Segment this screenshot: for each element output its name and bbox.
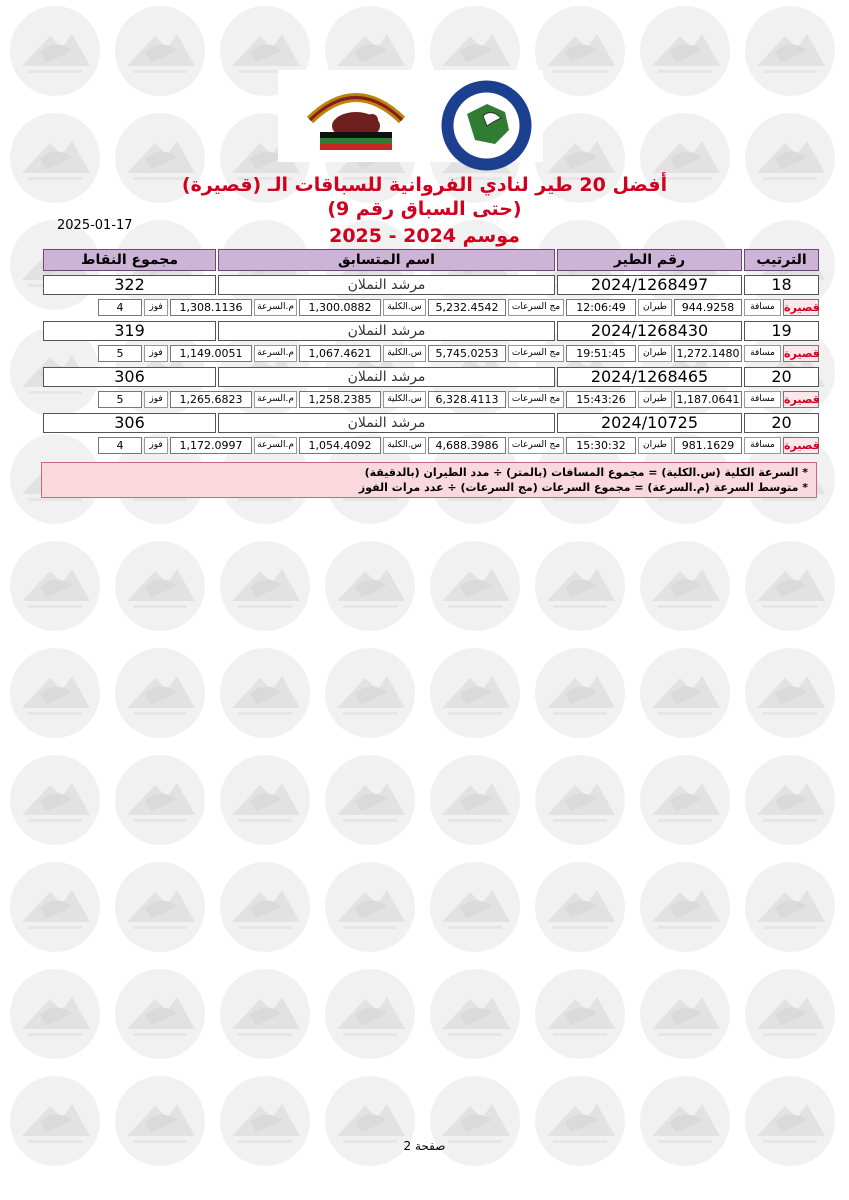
cell-rank: 18 (744, 275, 819, 295)
note-overall-speed: * السرعة الكلية (س.الكلية) = مجموع المسافات (بالمتر) ÷ مدد الطيران (بالدقيقة) (364, 466, 808, 479)
avg-speed-value: 1,172.0997 (170, 437, 252, 454)
cell-competitor-name: مرشد النملان (218, 321, 555, 341)
wins-label: فوز (144, 437, 168, 454)
cell-rank: 20 (744, 367, 819, 387)
speed-sum-value: 5,232.4542 (428, 299, 506, 316)
speed-sum-label: مج السرعات (508, 391, 564, 408)
speed-sum-label: مج السرعات (508, 345, 564, 362)
wins-label: فوز (144, 345, 168, 362)
season-label: موسم 2024 - 2025 (329, 225, 520, 247)
federation-logo (439, 78, 534, 173)
category-label: قصيرة (784, 346, 820, 360)
category-label: قصيرة (784, 438, 820, 452)
cell-rank: 19 (744, 321, 819, 341)
overall-speed-label: س.الكلية (383, 391, 426, 408)
flight-label: طيران (638, 299, 672, 316)
results-table (41, 249, 819, 455)
table-subrow (41, 343, 819, 363)
overall-speed-value: 1,067.4621 (299, 345, 381, 362)
report-title: أفضل 20 طير لنادي الفروانية للسباقات الـ (قصيرة) (181, 174, 668, 196)
cell-bird-number: 2024/1268465 (557, 367, 742, 387)
overall-speed-label: س.الكلية (383, 345, 426, 362)
flight-label: طيران (638, 345, 672, 362)
wins-value: 4 (98, 437, 142, 454)
table-header (41, 249, 819, 271)
club-logo (300, 80, 412, 158)
table-row (41, 321, 819, 341)
table-subrow (41, 297, 819, 317)
cell-points: 319 (43, 321, 216, 341)
wins-value: 4 (98, 299, 142, 316)
avg-speed-label: م.السرعة (254, 391, 297, 408)
flight-label: طيران (638, 437, 672, 454)
cell-bird-number: 2024/10725 (557, 413, 742, 433)
speed-sum-value: 6,328.4113 (428, 391, 506, 408)
distance-value: 944.9258 (674, 299, 742, 316)
category-label: قصيرة (784, 300, 820, 314)
notes-box (41, 462, 817, 498)
table-row (41, 367, 819, 387)
speed-sum-value: 5,745.0253 (428, 345, 506, 362)
distance-value: 981.1629 (674, 437, 742, 454)
wins-value: 5 (98, 345, 142, 362)
speed-sum-label: مج السرعات (508, 437, 564, 454)
header-name: اسم المتسابق (218, 249, 555, 271)
avg-speed-label: م.السرعة (254, 345, 297, 362)
overall-speed-value: 1,300.0882 (299, 299, 381, 316)
overall-speed-value: 1,054.4092 (299, 437, 381, 454)
wins-label: فوز (144, 299, 168, 316)
distance-value: 1,187.0641 (674, 391, 742, 408)
distance-label: مسافة (744, 437, 781, 454)
flight-time-value: 12:06:49 (566, 299, 636, 316)
flight-time-value: 15:30:32 (566, 437, 636, 454)
distance-label: مسافة (744, 299, 781, 316)
cell-points: 322 (43, 275, 216, 295)
overall-speed-label: س.الكلية (383, 437, 426, 454)
flight-time-value: 19:51:45 (566, 345, 636, 362)
report-subtitle: (حتى السباق رقم 9) (327, 198, 522, 220)
cell-bird-number: 2024/1268497 (557, 275, 742, 295)
table-row (41, 275, 819, 295)
category-label: قصيرة (784, 392, 820, 406)
wins-label: فوز (144, 391, 168, 408)
distance-value: 1,272.1480 (674, 345, 742, 362)
overall-speed-value: 1,258.2385 (299, 391, 381, 408)
wins-value: 5 (98, 391, 142, 408)
avg-speed-label: م.السرعة (254, 437, 297, 454)
avg-speed-value: 1,149.0051 (170, 345, 252, 362)
report-date: 2025-01-17 (57, 218, 133, 233)
page-number: صفحة 2 (403, 1139, 446, 1153)
table-body (41, 275, 819, 455)
overall-speed-label: س.الكلية (383, 299, 426, 316)
cell-competitor-name: مرشد النملان (218, 367, 555, 387)
cell-competitor-name: مرشد النملان (218, 275, 555, 295)
note-avg-speed: * متوسط السرعة (م.السرعة) = مجموع السرعات (مج السرعات) ÷ عدد مرات الفوز (358, 481, 808, 494)
distance-label: مسافة (744, 345, 781, 362)
table-row (41, 413, 819, 433)
header-rank: الترتيب (744, 249, 819, 271)
avg-speed-value: 1,265.6823 (170, 391, 252, 408)
cell-points: 306 (43, 367, 216, 387)
header-points: مجموع النقاط (43, 249, 216, 271)
speed-sum-value: 4,688.3986 (428, 437, 506, 454)
avg-speed-value: 1,308.1136 (170, 299, 252, 316)
flight-label: طيران (638, 391, 672, 408)
cell-competitor-name: مرشد النملان (218, 413, 555, 433)
cell-rank: 20 (744, 413, 819, 433)
distance-label: مسافة (744, 391, 781, 408)
header-bird: رقم الطير (557, 249, 742, 271)
flight-time-value: 15:43:26 (566, 391, 636, 408)
cell-points: 306 (43, 413, 216, 433)
cell-bird-number: 2024/1268430 (557, 321, 742, 341)
speed-sum-label: مج السرعات (508, 299, 564, 316)
avg-speed-label: م.السرعة (254, 299, 297, 316)
table-subrow (41, 389, 819, 409)
table-subrow (41, 435, 819, 455)
